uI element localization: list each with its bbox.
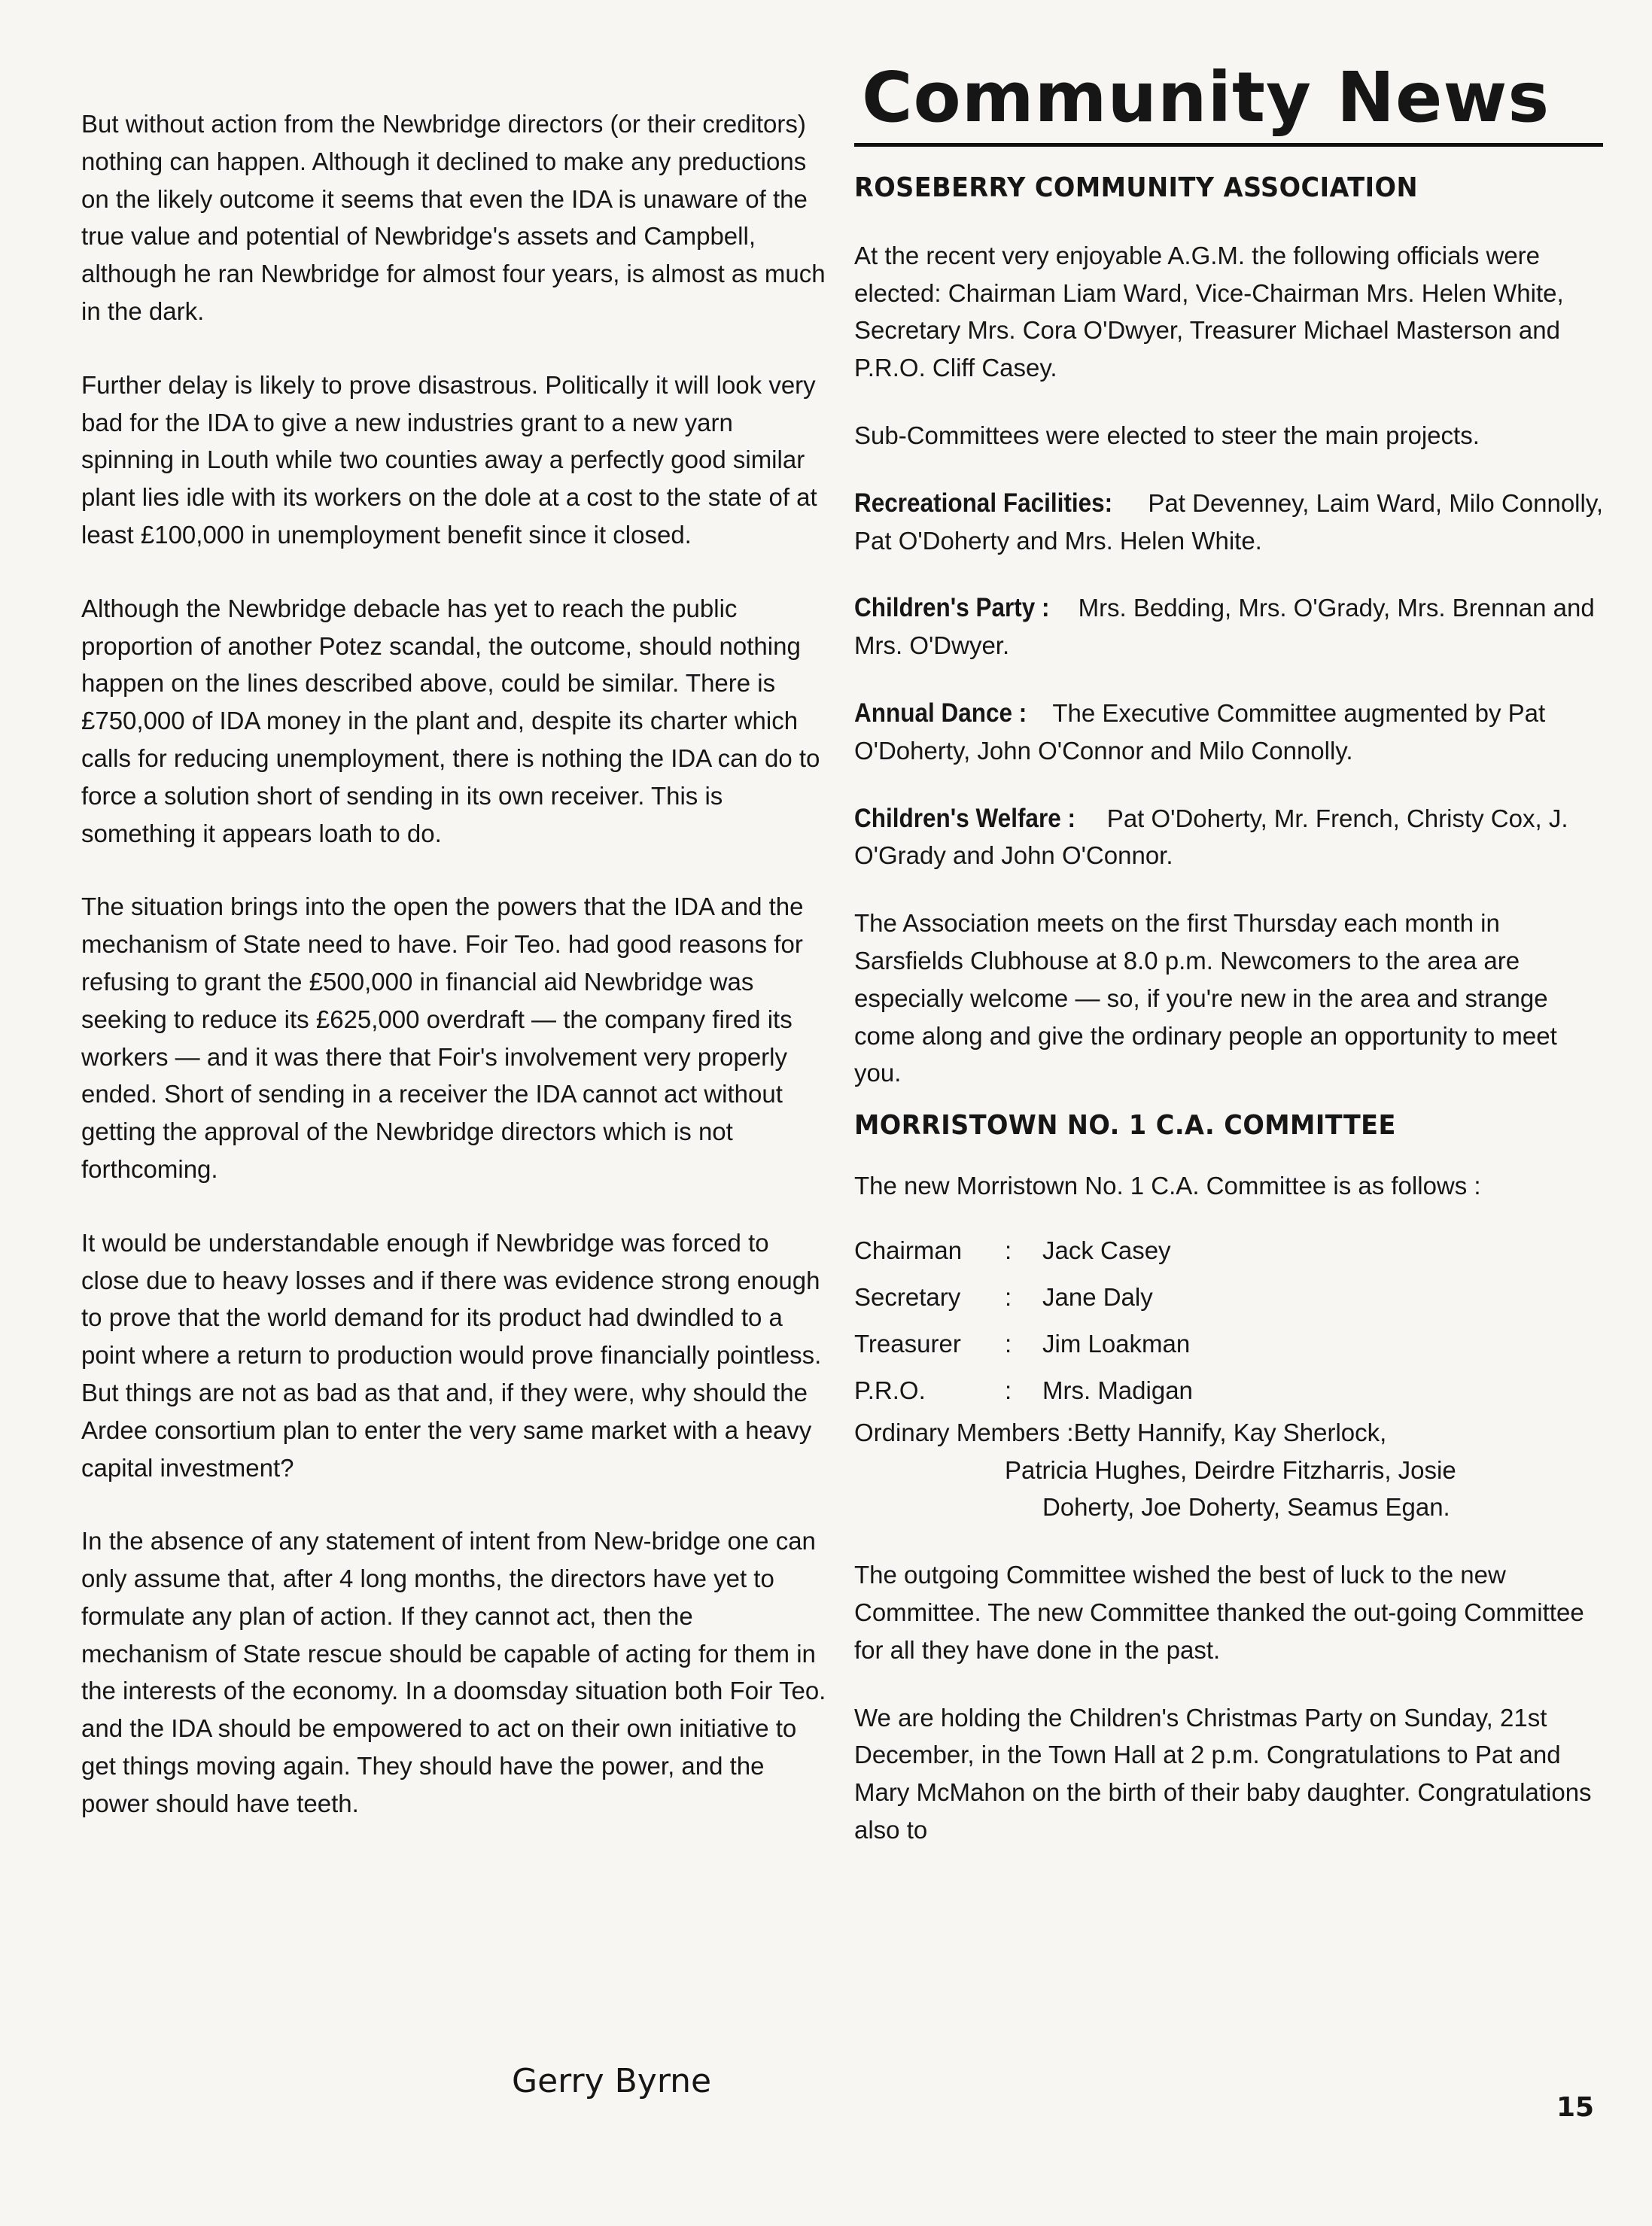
committee-members: The Executive Committee augmented by Pat O'Doherty, John O'Connor and Milo Connolly. <box>854 698 1546 765</box>
officer-separator: : <box>1005 1236 1012 1264</box>
members-names-1: :Betty Hannify, Kay Sherlock, <box>1066 1418 1387 1446</box>
committee-childrens-party <box>854 589 1607 664</box>
officer-name: Jane Daly <box>1042 1282 1153 1311</box>
masthead-title: Community News <box>862 57 1550 138</box>
committee-label: Children's Party : <box>854 593 1050 623</box>
committee-members: Mrs. Bedding, Mrs. O'Grady, Mrs. Brennan and Mrs. O'Dwyer. <box>854 594 1595 660</box>
section-heading-roseberry: ROSEBERRY COMMUNITY ASSOCIATION <box>854 172 1418 203</box>
author-signature: Gerry Byrne <box>512 2062 712 2100</box>
committee-members: Pat O'Doherty, Mr. French, Christy Cox, J. O'Grady and John O'Connor. <box>854 804 1568 870</box>
officer-row <box>854 1367 1607 1414</box>
community-news-column <box>854 57 1607 1879</box>
officer-separator: : <box>1005 1329 1012 1358</box>
ordinary-members <box>854 1414 1607 1526</box>
roseberry-meeting-info: The Association meets on the first Thursday each month in Sarsfields Clubhouse at 8.0 p.m. Newcomers to the area are especially welcome — so, if you're new in the area and strange come along and give the ordinary people an opportunity to meet you. <box>854 909 1557 1087</box>
committee-recreational <box>854 485 1607 560</box>
committee-members: Pat Devenney, Laim Ward, Milo Connolly, Pat O'Doherty and Mrs. Helen White. <box>854 488 1604 555</box>
article-paragraph-6: In the absence of any statement of intent from New-bridge one can only assume that, after 4 long months, the directors have yet to formulate any plan of action. If they cannot act, then the mechanism of State rescue should be capable of acting for them in the interests of the economy. In a doomsday situation both Foir Teo. and the IDA should be empowered to act on their own initiative to get things moving again. They should have the power, and the power should have teeth. <box>81 1527 826 1817</box>
roseberry-intro: At the recent very enjoyable A.G.M. the following officials were elected: Chairman Liam Ward, Vice-Chairman Mrs. Helen White, Secretary Mrs. Cora O'Dwyer, Treasurer Michael Masterson and P.R.O. Cliff Casey. <box>854 241 1564 382</box>
officer-row <box>854 1227 1607 1274</box>
officers-list <box>854 1227 1607 1414</box>
members-names-2: Patricia Hughes, Deirdre Fitzharris, Josie <box>1005 1455 1456 1484</box>
officer-name: Jim Loakman <box>1042 1329 1191 1358</box>
officer-role: Chairman <box>854 1236 963 1264</box>
christmas-party-note: We are holding the Children's Christmas Party on Sunday, 21st December, in the Town Hall at 2 p.m. Congratulations to Pat and Mary McMahon on the birth of their baby daughter. Congratulations also to <box>854 1703 1592 1844</box>
members-first-line <box>854 1414 1607 1452</box>
officer-row <box>854 1274 1607 1321</box>
roseberry-subcommittees: Sub-Committees were elected to steer the main projects. <box>854 421 1480 449</box>
article-paragraph-2: Further delay is likely to prove disastrous. Politically it will look very bad for the IDA to give a new industries grant to a new yarn spinning in Louth while two counties away a perfectly good similar plant lies idle with its workers on the dole at a cost to the state of at least £100,000 in unemployment benefit since it closed. <box>81 370 817 549</box>
officer-role: Treasurer <box>854 1329 961 1358</box>
article-paragraph-3: Although the Newbridge debacle has yet to reach the public proportion of another Potez scandal, the outcome, should nothing happen on the lines described above, could be similar. There is £750,000 of IDA money in the plant and, despite its charter which calls for reducing unemployment, there is nothing the IDA can do to force a solution short of sending in its own receiver. This is something it appears loath to do. <box>81 594 820 847</box>
masthead-rule <box>854 143 1603 147</box>
page-number: 15 <box>1556 2092 1595 2123</box>
article-paragraph-5: It would be understandable enough if Newbridge was forced to close due to heavy losses and if there was evidence strong enough to prove that the world demand for its product had dwindled to a point where a return to production would prove financially pointless. But things are not as bad as that and, if they were, why should the Ardee consortium plan to enter the very same market with a heavy capital investment? <box>81 1228 822 1482</box>
officer-role: P.R.O. <box>854 1376 926 1404</box>
officer-role: Secretary <box>854 1282 961 1311</box>
article-paragraph-1: But without action from the Newbridge directors (or their creditors) nothing can happen. Although it declined to make any preductions on the likely outcome it seems that even the IDA is unaware of the true value and potential of Newbridge's assets and Campbell, although he ran Newbridge for almost four years, is almost as much in the dark. <box>81 110 826 325</box>
members-names-3: Doherty, Joe Doherty, Seamus Egan. <box>1042 1493 1450 1522</box>
members-label: Ordinary Members <box>854 1418 1060 1446</box>
officer-row <box>854 1321 1607 1367</box>
officer-separator: : <box>1005 1282 1012 1311</box>
outgoing-committee-note: The outgoing Committee wished the best of luck to the new Committee. The new Committee thanked the out-going Committee for all they have done in the past. <box>854 1561 1584 1664</box>
officer-name: Jack Casey <box>1042 1236 1171 1264</box>
article-column <box>81 105 826 1859</box>
morristown-intro: The new Morristown No. 1 C.A. Committee is as follows : <box>854 1171 1481 1200</box>
committee-label: Children's Welfare : <box>854 803 1075 833</box>
section-heading-morristown: MORRISTOWN NO. 1 C.A. COMMITTEE <box>854 1110 1396 1142</box>
officer-name: Mrs. Madigan <box>1042 1376 1193 1404</box>
committee-label: Recreational Facilities: <box>854 488 1113 518</box>
committee-childrens-welfare <box>854 800 1607 875</box>
committee-label: Annual Dance : <box>854 698 1027 728</box>
article-paragraph-4: The situation brings into the open the powers that the IDA and the mechanism of State need to have. Foir Teo. had good reasons for refusing to grant the £500,000 in financial aid Newbridge was seeking to reduce its £625,000 overdraft — the company fired its workers — and it was there that Foir's involvement very properly ended. Short of sending in a receiver the IDA cannot act without getting the approval of the Newbridge directors which is not forthcoming. <box>81 893 804 1183</box>
committee-annual-dance <box>854 695 1607 770</box>
officer-separator: : <box>1005 1376 1012 1404</box>
